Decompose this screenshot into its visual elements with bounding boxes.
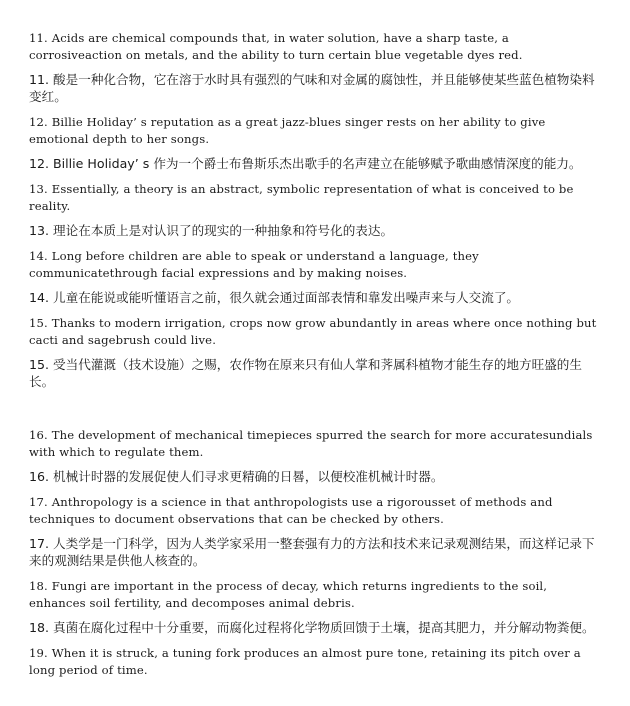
sentence-13-english: 13. Essentially, a theory is an abstract, symbolic representation of what is conceived to be reality. <box>29 182 574 213</box>
sentence-19-english: 19. When it is struck, a tuning fork produces an almost pure tone, retaining its pitch over a long period of time. <box>29 646 581 677</box>
sentence-18-chinese: 18. 真菌在腐化过程中十分重要，而腐化过程将化学物质回馈于土壤，提高其肥力，并分解动物粪便。 <box>29 620 595 635</box>
sentence-14-chinese: 14. 儿童在能说或能听懂语言之前，很久就会通过面部表情和靠发出噪声来与人交流了。 <box>29 290 520 305</box>
sentence-15-chinese: 15. 受当代灌溉（技术设施）之赐，农作物在原来只有仙人掌和荠属科植物才能生存的地方旺盛的生长。 <box>29 357 582 389</box>
sentence-14-english: 14. Long before children are able to speak or understand a language, they communicatethrough facial expressions and by making noises. <box>29 249 479 280</box>
sentence-11-chinese: 11. 酸是一种化合物，它在溶于水时具有强烈的气味和对金属的腐蚀性，并且能够使某些蓝色植物染料变红。 <box>29 72 595 104</box>
sentence-17-english: 17. Anthropology is a science in that anthropologists use a rigorousset of methods and techniques to document observations that can be checked by others. <box>29 495 553 526</box>
sentence-17-chinese: 17. 人类学是一门科学，因为人类学家采用一整套强有力的方法和技术来记录观测结果，而这样记录下来的观测结果是供他人核查的。 <box>29 536 595 568</box>
sentence-11-english: 11. Acids are chemical compounds that, in water solution, have a sharp taste, a corrosiveaction on metals, and the ability to turn certain blue vegetable dyes red. <box>29 31 523 62</box>
sentence-18-english: 18. Fungi are important in the process of decay, which returns ingredients to the soil, enhances soil fertility, and decomposes animal debris. <box>29 579 548 610</box>
sentence-13-chinese: 13. 理论在本质上是对认识了的现实的一种抽象和符号化的表达。 <box>29 223 394 238</box>
sentence-16-chinese: 16. 机械计时器的发展促使人们寻求更精确的日晷，以便校准机械计时器。 <box>29 469 444 484</box>
sentence-15-english: 15. Thanks to modern irrigation, crops now grow abundantly in areas where once nothing but cacti and sagebrush could live. <box>29 316 597 347</box>
sentence-12-chinese: 12. Billie Holiday’ s 作为一个爵士布鲁斯乐杰出歌手的名声建立在能够赋予歌曲感情深度的能力。 <box>29 156 582 171</box>
sentence-16-english: 16. The development of mechanical timepieces spurred the search for more accuratesundials with which to regulate them. <box>29 428 593 459</box>
sentence-12-english: 12. Billie Holiday’ s reputation as a great jazz-blues singer rests on her ability to give emotional depth to her songs. <box>29 115 546 146</box>
